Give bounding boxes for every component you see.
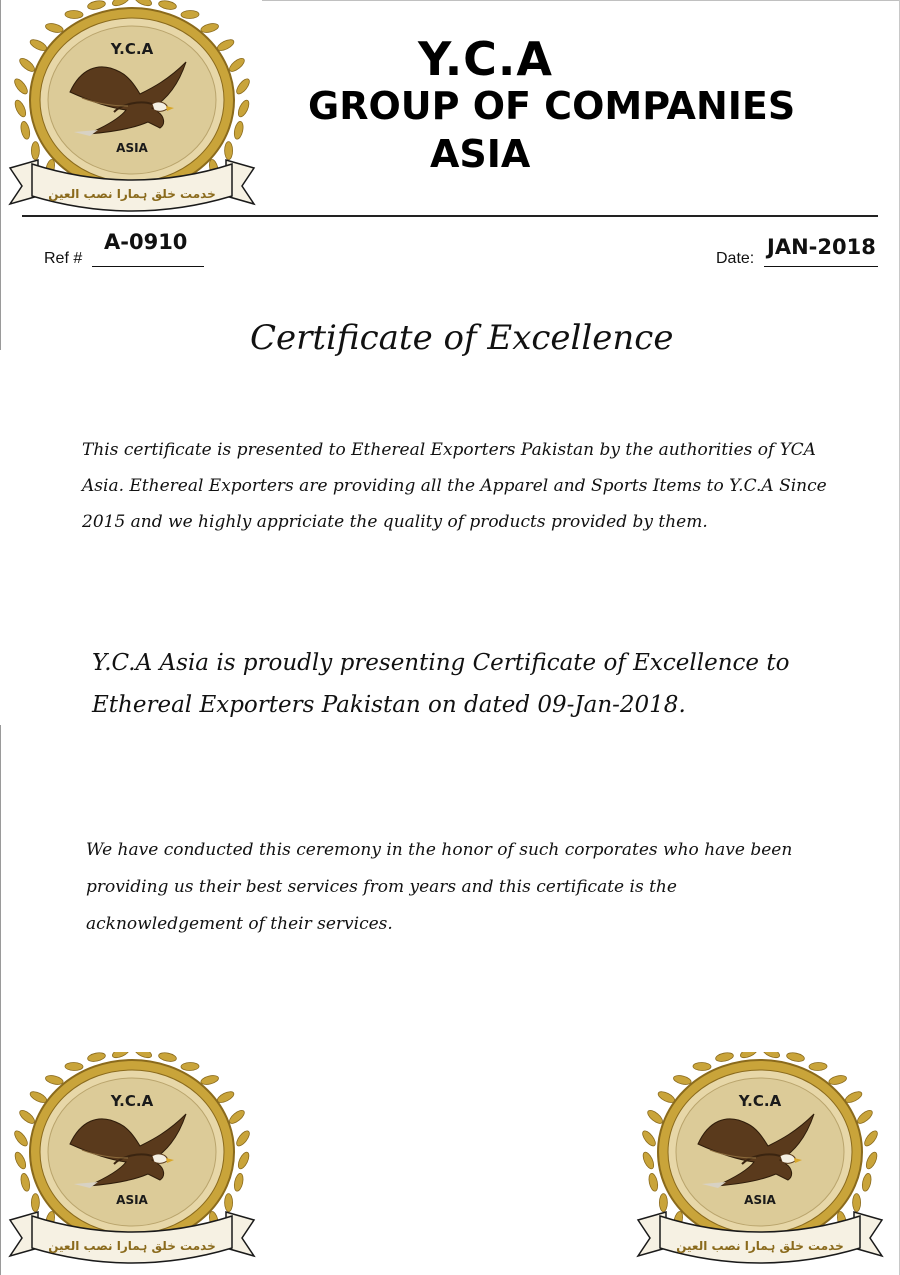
certificate-paragraph: This certificate is presented to Ethereal Exporters Pakistan by the authorities of YCA Asia. Ethereal Exporters are providing all the Apparel and Sports Items to Y.C.A Since 2015 and we highly appriciate the quality of products provided by them. <box>82 440 827 532</box>
yca-emblem-graphic <box>2 1052 262 1270</box>
company-logo-bottom-right <box>630 1052 890 1270</box>
page-border <box>262 0 900 1</box>
page-border <box>0 725 1 1275</box>
svg-text:ASIA: ASIA <box>116 141 148 155</box>
svg-text:Y.C.A: Y.C.A <box>738 1092 782 1110</box>
svg-text:ASIA: ASIA <box>744 1193 776 1207</box>
certificate-presentation-statement: Y.C.A Asia is proudly presenting Certificate of Excellence to Ethereal Exporters Pakistan on dated 09-Jan-2018. <box>92 650 790 718</box>
company-logo-header <box>2 0 262 218</box>
svg-text:خدمت خلق ہمارا نصب العین: خدمت خلق ہمارا نصب العین <box>676 1239 844 1253</box>
svg-text:خدمت خلق ہمارا نصب العین: خدمت خلق ہمارا نصب العین <box>48 1239 216 1253</box>
svg-text:Y.C.A: Y.C.A <box>110 1092 154 1110</box>
date-value: JAN-2018 <box>767 235 876 259</box>
certificate-heading: Certificate of Excellence <box>250 318 674 358</box>
date-label: Date: <box>716 250 755 267</box>
reference-label: Ref # <box>44 250 83 267</box>
organization-name: Y.C.A <box>418 32 554 86</box>
certificate-paragraph: We have conducted this ceremony in the honor of such corporates who have been providing us their best services from years and this certificate is the acknowledgement of their services. <box>86 840 793 934</box>
yca-emblem-graphic <box>2 0 262 218</box>
reference-underline <box>92 266 204 267</box>
company-logo-bottom-left <box>2 1052 262 1270</box>
organization-subtitle: GROUP OF COMPANIES <box>308 84 796 128</box>
date-underline <box>764 266 878 267</box>
svg-text:Y.C.A: Y.C.A <box>110 40 154 58</box>
yca-emblem-graphic <box>630 1052 890 1270</box>
organization-region: ASIA <box>430 132 531 176</box>
svg-text:خدمت خلق ہمارا نصب العین: خدمت خلق ہمارا نصب العین <box>48 187 216 201</box>
header-divider <box>22 215 878 217</box>
reference-value: A-0910 <box>104 230 188 254</box>
svg-text:ASIA: ASIA <box>116 1193 148 1207</box>
page-border <box>0 0 1 350</box>
